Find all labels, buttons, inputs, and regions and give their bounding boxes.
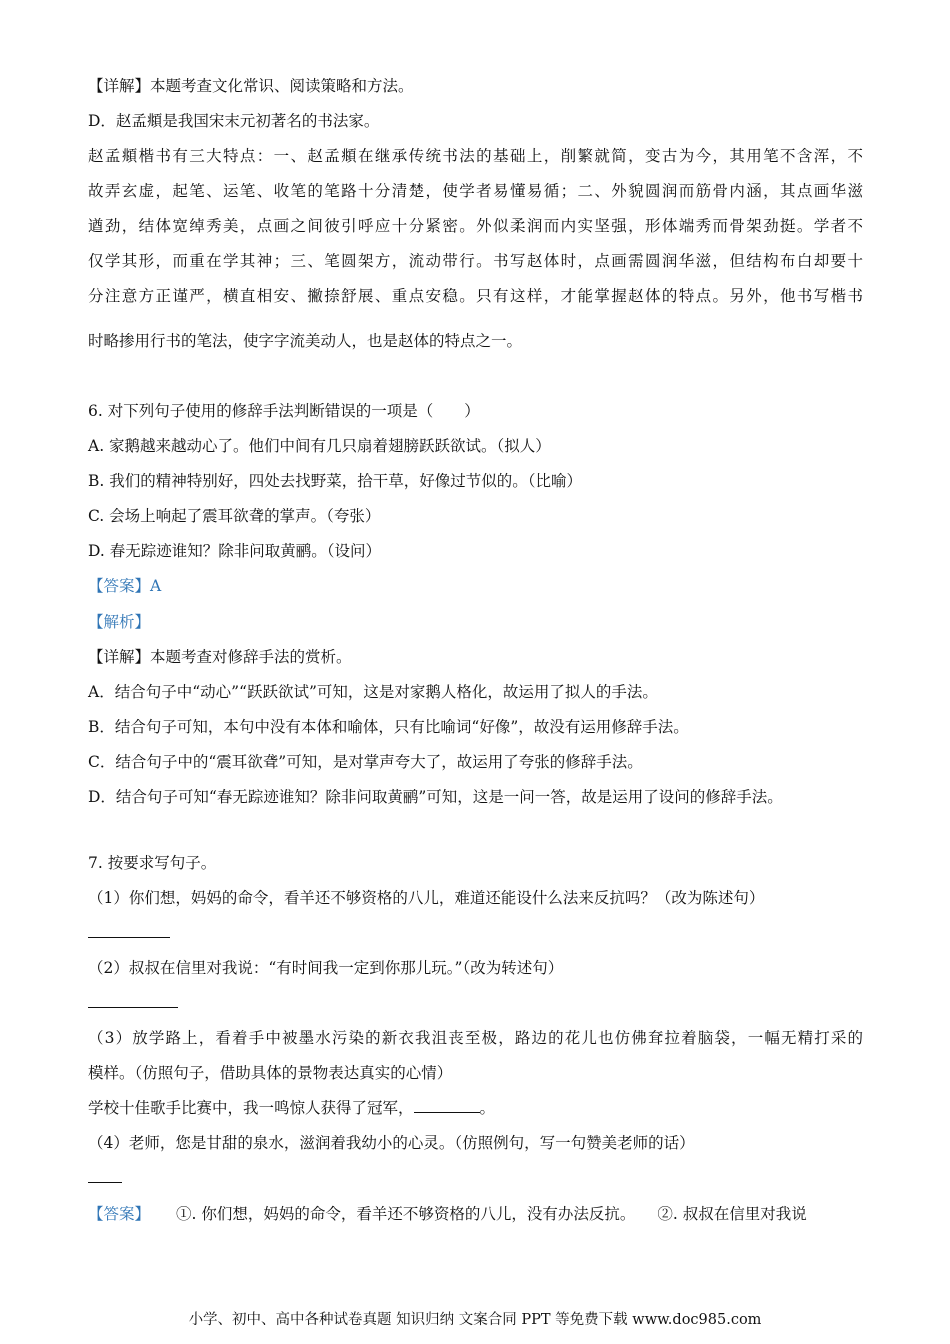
answer-part-2: ②. 叔叔在信里对我说: [657, 1205, 807, 1223]
detail-text: 本题考查文化常识、阅读策略和方法。: [150, 77, 414, 95]
q6-option-a: A. 家鹅越来越动心了。他们中间有几只扇着翅膀跃跃欲试。（拟人）: [88, 437, 551, 455]
prompt-text: 学校十佳歌手比赛中，我一鸣惊人获得了冠军，: [88, 1099, 414, 1117]
para-line: 赵孟頫楷书有三大特点：一、赵孟頫在继承传统书法的基础上，削繁就简，变古为今，其用笔不含浑，不: [88, 147, 863, 165]
q6-answer-line: [88, 575, 161, 597]
q7-sub3-line1: （3）放学路上，看着手中被墨水污染的新衣我沮丧至极，路边的花儿也仿佛耷拉着脑袋，一幅无精打采的: [88, 1029, 863, 1047]
para-line: 时略掺用行书的笔法，使字字流美动人，也是赵体的特点之一。: [88, 332, 523, 350]
detail-tag: 【详解】: [88, 77, 151, 95]
answer-value: A: [150, 577, 162, 595]
answer-part-1: ①. 你们想，妈妈的命令，看羊还不够资格的八儿，没有办法反抗。: [176, 1205, 636, 1223]
q6-explanation-a: A．结合句子中“动心”“跃跃欲试”可知，这是对家鹅人格化，故运用了拟人的手法。: [88, 683, 658, 701]
q6-stem: 6. 对下列句子使用的修辞手法判断错误的一项是（ ）: [88, 402, 480, 420]
answer-blank-1: [88, 922, 170, 944]
detail-text: 本题考查对修辞手法的赏析。: [150, 648, 352, 666]
q6-detail-line: [88, 646, 352, 668]
fill-blank: [414, 1098, 480, 1113]
para-line: 遒劲，结体宽绰秀美，点画之间彼引呼应十分紧密。外似柔润而内实坚强，形体端秀而骨架劲挺。学者不: [88, 217, 863, 235]
para-line: 故弄玄虚，起笔、运笔、收笔的笔路十分清楚，使学者易懂易循；二、外貌圆润而筋骨内涵，其点画华滋: [88, 182, 863, 200]
analysis-tag: 【解析】: [88, 613, 151, 631]
answer-blank-4: [88, 1167, 122, 1189]
q7-sub4: （4）老师，您是甘甜的泉水，滋润着我幼小的心灵。（仿照例句，写一句赞美老师的话）: [88, 1134, 695, 1152]
q6-option-b: B. 我们的精神特别好，四处去找野菜，拾干草，好像过节似的。（比喻）: [88, 472, 582, 490]
answer-tag: 【答案】: [88, 1205, 151, 1223]
page-footer: 小学、初中、高中各种试卷真题 知识归纳 文案合同 PPT 等免费下载 www.doc985.com: [188, 1312, 762, 1328]
detail-tag: 【详解】: [88, 648, 151, 666]
answer-tag: 【答案】: [88, 577, 151, 595]
q7-sub1: （1）你们想，妈妈的命令，看羊还不够资格的八儿，难道还能设什么法来反抗吗？（改为陈述句）: [88, 889, 765, 907]
option-d-statement: D．赵孟頫是我国宋末元初著名的书法家。: [88, 112, 380, 130]
q6-explanation-b: B．结合句子可知，本句中没有本体和喻体，只有比喻词“好像”，故没有运用修辞手法。: [88, 718, 689, 736]
q7-sub2: （2）叔叔在信里对我说：“有时间我一定到你那儿玩。”（改为转述句）: [88, 959, 564, 977]
detail-line-1: [88, 75, 414, 97]
answer-blank-2: [88, 992, 178, 1014]
prompt-end: 。: [479, 1099, 496, 1117]
q6-explanation-d: D．结合句子可知“春无踪迹谁知？除非问取黄鹂”可知，这是一问一答，故是运用了设问的修辞手法。: [88, 788, 783, 806]
q7-stem: 7. 按要求写句子。: [88, 854, 217, 872]
q7-sub3-prompt: [88, 1097, 495, 1119]
para-line: 仅学其形，而重在学其神；三、笔圆架方，流动带行。书写赵体时，点画需圆润华滋，但结构布白却要十: [88, 252, 863, 270]
q6-explanation-c: C．结合句子中的“震耳欲聋”可知，是对掌声夸大了，故运用了夸张的修辞手法。: [88, 753, 643, 771]
q7-answer-line: [88, 1203, 807, 1225]
q6-option-c: C. 会场上响起了震耳欲聋的掌声。（夸张）: [88, 507, 381, 525]
q6-option-d: D. 春无踪迹谁知？除非问取黄鹂。（设问）: [88, 542, 381, 560]
q7-sub3-line2: 模样。（仿照句子，借助具体的景物表达真实的心情）: [88, 1064, 453, 1082]
para-line: 分注意方正谨严，横直相安、撇捺舒展、重点安稳。只有这样，才能掌握赵体的特点。另外，他书写楷书: [88, 287, 863, 305]
